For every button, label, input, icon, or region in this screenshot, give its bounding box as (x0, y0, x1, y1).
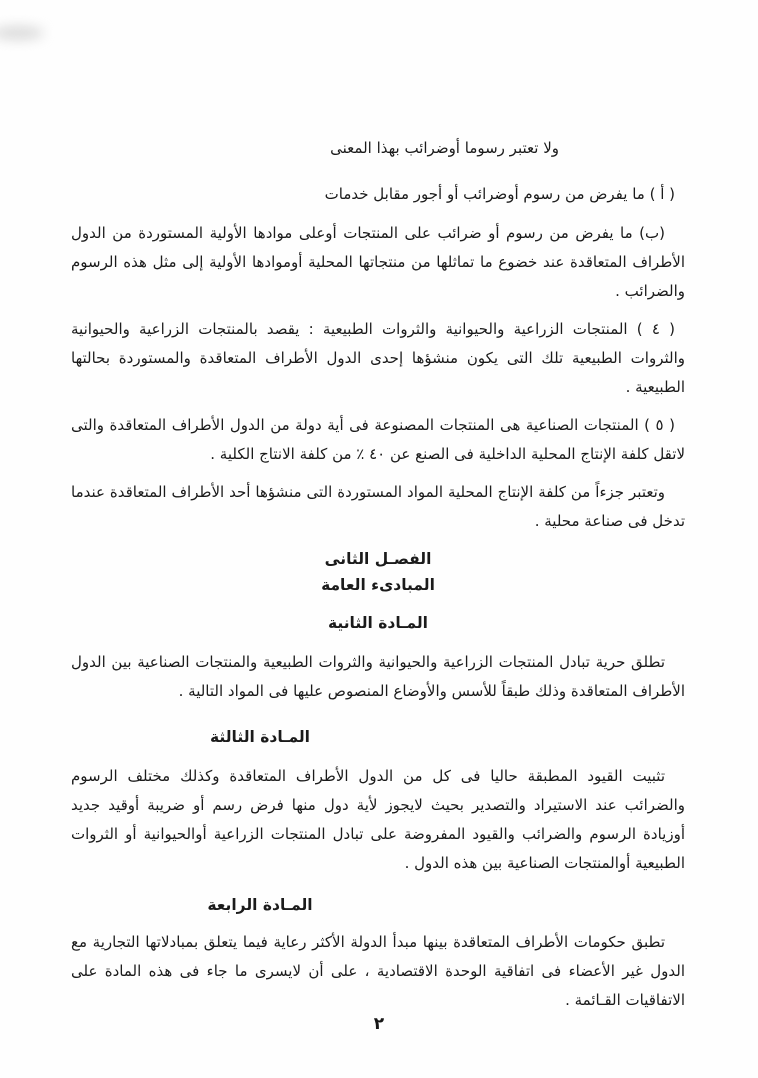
chapter-two-heading: الفصـل الثانى (324, 550, 432, 568)
clause-4-agricultural-products-definition: ( ٤ ) المنتجات الزراعية والحيوانية والثروات الطبيعية : يقصد بالمنتجات الزراعية والحيوانية والثروات الطبيعية تلك التى يكون منشؤها إحدى الدول الأطراف المتعاقدة والمستوردة بحالتها الطبيعية . (71, 320, 685, 396)
clause-a: ( أ ) ما يفرض من رسوم أوضرائب أو أجور مقابل خدمات (324, 185, 675, 203)
clause-b: (ب) ما يفرض من رسوم أو ضرائب على المنتجات أوعلى موادها الأولية المستوردة من الدول الأطراف المتعاقدة عند خضوع ما تماثلها من منتجاتها المحلية أوموادها الأولية إلى مثل هذه الرسوم والضرائب . (71, 224, 685, 300)
paragraph-imported-materials-cost: وتعتبر جزءاً من كلفة الإنتاج المحلية المواد المستوردة التى منشؤها أحد الأطراف المتعاقدة عندما تدخل فى صناعة محلية . (71, 483, 685, 530)
page-number: ٢ (373, 1014, 385, 1034)
article-two-heading: المـادة الثانية (328, 614, 428, 632)
article-three-text: تثبيت القيود المطبقة حاليا فى كل من الدول الأطراف المتعاقدة وكذلك مختلف الرسوم والضرائب عند الاستيراد والتصدير بحيث لايجوز لأية دول منها فرض رسم أو ضريبة أوقيد جديد أوزيادة الرسوم والضرائب والقيود المفروضة على تبادل المنتجات الزراعية أوالحيوانية أو الثروات الطبيعية أوالمنتجات الصناعية بين هذه الدول . (71, 767, 685, 872)
article-three-heading: المـادة الثالثة (210, 728, 310, 746)
article-two-text: تطلق حرية تبادل المنتجات الزراعية والحيوانية والثروات الطبيعية والمنتجات الصناعية بين الدول الأطراف المتعاقدة وذلك طبقاً للأسس والأوضاع المنصوص عليها فى المواد التالية . (71, 653, 685, 700)
general-principles-heading: المبادىء العامة (321, 576, 435, 594)
document-content (71, 134, 685, 1024)
intro-line: ولا تعتبر رسوما أوضرائب بهذا المعنى (330, 139, 559, 157)
clause-5-industrial-products-definition: ( ٥ ) المنتجات الصناعية هى المنتجات المصنوعة فى أية دولة من الدول الأطراف المتعاقدة والتى لاتقل كلفة الإنتاج المحلية الداخلية فى الصنع عن ٤٠ ٪ من كلفة الانتاج الكلية . (71, 416, 685, 463)
article-four-text: تطبق حكومات الأطراف المتعاقدة بينها مبدأ الدولة الأكثر رعاية فيما يتعلق بمبادلاتها التجارية مع الدول غير الأعضاء فى اتفاقية الوحدة الاقتصادية ، على أن لايسرى ما جاء فى هذه المادة على الاتفاقيات القـائمة . (71, 933, 685, 1009)
scan-smudge-artifact (0, 26, 44, 40)
article-four-heading: المـادة الرابعة (207, 896, 313, 914)
